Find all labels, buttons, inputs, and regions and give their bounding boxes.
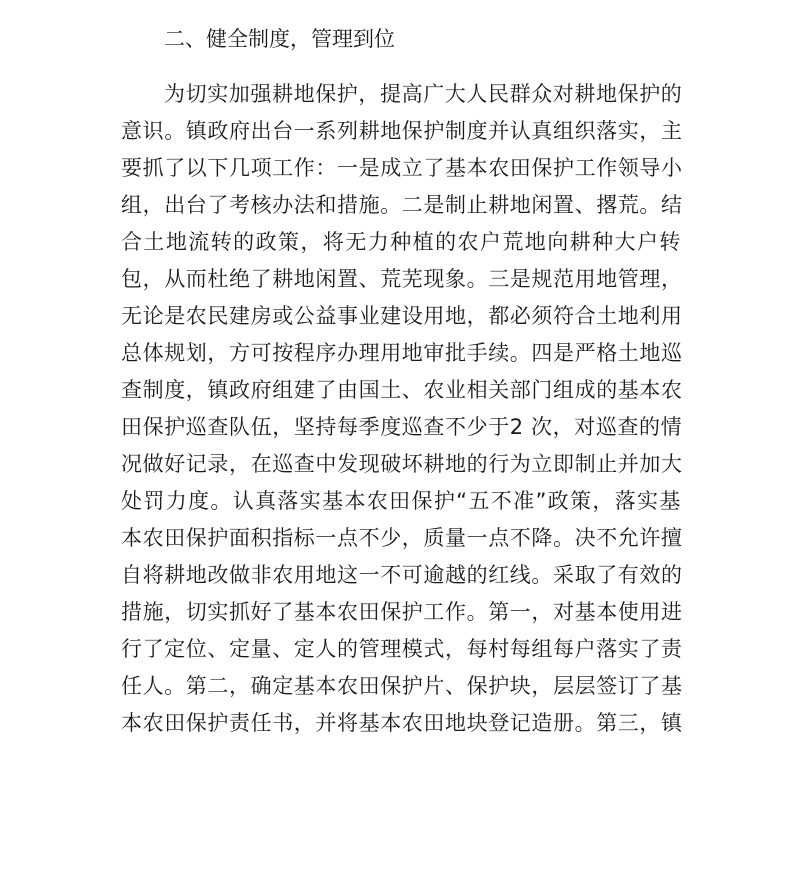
paragraph-line: 自将耕地改做非农用地这一不可逾越的红线。采取了有效的 bbox=[121, 563, 683, 587]
paragraph-line: 包，从而杜绝了耕地闲置、荒芜现象。三是规范用地管理， bbox=[121, 267, 683, 291]
paragraph-line: 任人。第二，确定基本农田保护片、保护块，层层签订了基 bbox=[121, 674, 683, 698]
paragraph-line: 处罚力度。认真落实基本农田保护“五不准”政策，落实基 bbox=[121, 489, 681, 513]
paragraph-line: 意识。镇政府出台一系列耕地保护制度并认真组织落实，主 bbox=[121, 119, 683, 143]
paragraph-line: 田保护巡查队伍，坚持每季度巡查不少于2 次，对巡查的情 bbox=[121, 415, 683, 439]
paragraph-line: 组，出台了考核办法和措施。二是制止耕地闲置、撂荒。结 bbox=[121, 193, 683, 217]
paragraph-line: 要抓了以下几项工作：一是成立了基本农田保护工作领导小 bbox=[121, 156, 683, 180]
paragraph-line: 无论是农民建房或公益事业建设用地，都必须符合土地利用 bbox=[121, 304, 683, 328]
paragraph bbox=[121, 76, 681, 742]
paragraph-line: 合土地流转的政策，将无力种植的农户荒地向耕种大户转 bbox=[121, 230, 681, 254]
paragraph-line: 措施，切实抓好了基本农田保护工作。第一，对基本使用进 bbox=[121, 600, 683, 624]
paragraph-line: 为切实加强耕地保护，提高广大人民群众对耕地保护的 bbox=[164, 82, 683, 106]
paragraph-line: 本农田保护面积指标一点不少，质量一点不降。决不允许擅 bbox=[121, 526, 683, 550]
paragraph-line: 本农田保护责任书，并将基本农田地块登记造册。第三，镇 bbox=[121, 711, 683, 735]
paragraph-line: 查制度，镇政府组建了由国土、农业相关部门组成的基本农 bbox=[121, 378, 683, 402]
paragraph-line: 行了定位、定量、定人的管理模式，每村每组每户落实了责 bbox=[121, 637, 683, 661]
section-heading: 二、健全制度，管理到位 bbox=[164, 27, 395, 51]
paragraph-line: 总体规划，方可按程序办理用地审批手续。四是严格土地巡 bbox=[121, 341, 683, 365]
paragraph-line: 况做好记录，在巡查中发现破坏耕地的行为立即制止并加大 bbox=[121, 452, 683, 476]
